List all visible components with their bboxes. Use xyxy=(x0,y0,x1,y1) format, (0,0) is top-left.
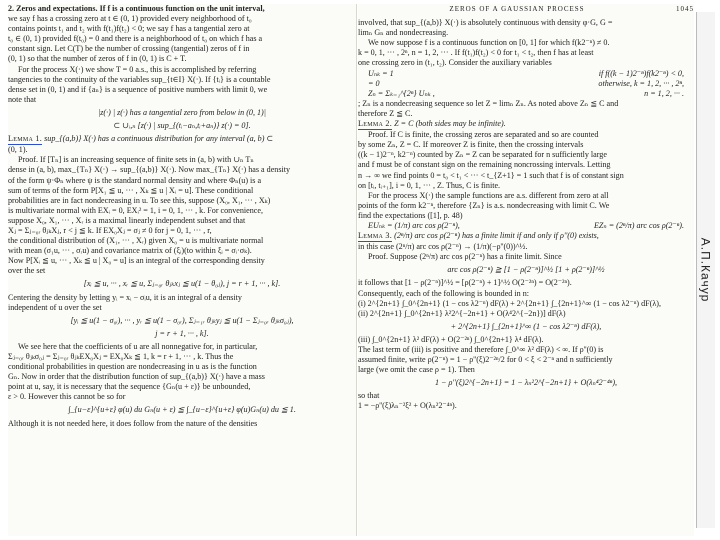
text-line xyxy=(358,231,694,242)
equation-part: n = 1, 2, ··· . xyxy=(644,88,684,98)
text-line: over the set xyxy=(8,266,46,276)
left-page-text xyxy=(8,4,356,429)
text-line: the conditional distribution of (X₁, ··· , Xᵣ) given X₀ = u is multivariate normal xyxy=(8,236,264,246)
text-line: For the process X(·) we show T = 0 a.s., this is accomplished by referring xyxy=(18,64,257,74)
text-line: For the process X(·) the sample functions are a.s. different from zero at all xyxy=(368,190,609,200)
text-line: in this case (2ⁿ/π) arc cos ρ(2⁻ⁿ) → (1/π)(−ρ''(0))^½. xyxy=(358,242,528,252)
text-line: ε > 0. However this cannot be so for xyxy=(8,392,126,402)
text-line: Centering the density by letting yᵢ = xᵢ − σᵢu, it is an integral of a density xyxy=(8,292,242,302)
text-line: large (we omit the case ρ = 1). Then xyxy=(358,365,475,375)
text-line: conditional probabilities in question are nondecreasing in u as is the function xyxy=(8,362,257,372)
text-line: find the expectations ([1], p. 48) xyxy=(358,210,463,220)
running-head xyxy=(358,4,694,14)
text-line: Xⱼ = Σⱼ₌₀ᵣ θⱼₖXⱼ, r < j ≦ k. If EX₀Xⱼ = σⱼ ≠ 0 for j = 0, 1, ··· , r, xyxy=(8,225,212,235)
text-line: (0, 1) so that the number of zeros of f in (0, 1) is C + T. xyxy=(8,54,187,64)
text-line: Consequently, each of the following is bounded in n: xyxy=(358,288,529,298)
equation-part: Zₙ = Σₖ₌₁^{2ⁿ} Uₙₖ , xyxy=(368,88,435,98)
text-line: constant sign. Let C(T) be the number of crossing (tangential) zeros of f in xyxy=(8,44,250,54)
equation-part: = 0 xyxy=(368,78,380,88)
text-line: and f must be of constant sign on the remaining noncrossing intervals. Letting xyxy=(358,160,611,170)
right-page-text xyxy=(358,18,694,411)
text-line: 1 − ρ''(ξ)2^{−2n+1} = 1 − λₙ²2^{−2n+1} + O(λₙ⁴2⁻⁴ⁿ), xyxy=(434,378,618,388)
text-line: Now P[Xᵢ ≦ u, ··· , Xₖ ≦ u | X₀ = u] is an integral of the corresponding density xyxy=(8,256,265,266)
text-line: assumed finite, write ρ(2⁻ⁿ) = 1 − ρ''(ξ)2⁻²ⁿ/2 for 0 < ξ < 2⁻ⁿ and n sufficiently xyxy=(358,355,613,365)
text-line: [xᵢ ≦ u, ··· , xᵣ ≦ u, Σⱼ₌₀ᵣ θⱼₖxⱼ ≦ u(1 − θ₀ⱼ), j = r + 1, ··· , k]. xyxy=(83,279,281,289)
text-line: n → ∞ we find points 0 = t₀ < t₁ < ··· < t_{Z+1} = 1 such that f is of constant sign xyxy=(358,170,624,180)
text-line xyxy=(8,134,356,145)
text-line xyxy=(358,221,694,231)
lemma-statement: sup_{(a,b)} X(·) has a continuous distribution for any interval (a, b) ⊂ xyxy=(42,134,274,144)
text-line: with mean (σ₁u, ··· , σᵣu) and covariance matrix of (ξᵢ)(to within ξᵢ = σᵢ·σₖ). xyxy=(8,246,252,256)
text-line: ((k − 1)2⁻ⁿ, k2⁻ⁿ) counted by Zₙ = Z can be separated for n sufficiently large xyxy=(358,150,607,160)
text-line: t₀ ∈ (0, 1) provided f(t₀) = 0 and there is a neighborhood of t₀ on which f has a xyxy=(8,34,263,44)
text-line: point at u, say, it is necessary that the sequence {Gₙ(u + ε)} be unbounded, xyxy=(8,382,251,392)
text-line: [yᵢ ≦ u(1 − σ₀ᵢ), ··· , yᵣ ≦ u(1 − σ₀ᵣ), Σⱼ₌₁ᵣ θⱼₖyⱼ ≦ u(1 − Σⱼ₌₀ᵣ θⱼₖσ₀ⱼ), xyxy=(70,315,294,325)
text-line: therefore Z ≦ C. xyxy=(358,108,413,118)
equation-part: Uₙₖ = 1 xyxy=(368,68,394,78)
text-line: We see here that the coefficients of u are all nonnegative for, in particular, xyxy=(18,341,258,351)
text-line: on [tᵢ, tᵢ₊₁], i = 0, 1, ··· , Z. Thus, C is finite. xyxy=(358,180,501,190)
text-line: ∫_{u−ε}^{u+ε} φ(u) du Gₙ(u + ε) ≦ ∫_{u−ε}^{u+ε} φ(u)Gₙ(u) du ≦ 1. xyxy=(68,405,296,415)
text-line: independent of u over the set xyxy=(8,302,102,312)
text-line: 1 = −ρ''(ξ)λₙ⁻²ξ² + O(λₙ²2⁻⁴ⁿ). xyxy=(358,401,457,411)
running-head-title: ZEROS OF A GAUSSIAN PROCESS xyxy=(449,5,585,13)
text-line: tangencies to the continuity of the variables sup_{t∈I} X(·). If {tᵢ} is a countable xyxy=(8,74,271,84)
lemma-statement: (2ⁿ/π) arc cos ρ(2⁻ⁿ) has a finite limit if and only if ρ''(0) exists, xyxy=(392,231,599,241)
text-line xyxy=(358,69,694,79)
text-line: contains points t₁ and t₂ with f(t₁)f(t₂) < 0; we say f has a tangential zero at xyxy=(8,24,250,34)
text-line: one crossing zero in (t₁, t₂). Consider the auxiliary variables xyxy=(358,58,552,68)
text-line: of the form ψ·Φₙ where ψ is the standard normal density and where Φₙ(u) is a xyxy=(8,175,262,185)
text-line: suppose X₀, X₁, ··· , Xᵣ is a maximal linearly independent subset and that xyxy=(8,215,246,225)
lemma-statement: Z = C (both sides may be infinite). xyxy=(392,119,506,129)
lemma-label: Lemma 2. xyxy=(358,119,392,130)
text-line: Σⱼ₌₀ᵣ θⱼₖσ₀ⱼ = Σⱼ₌₀ᵣ θⱼₖEX₀Xⱼ = EX₀Xₖ ≦ 1, k = r + 1, ··· , k. Thus the xyxy=(8,352,234,361)
text-line: points of the form k2⁻ⁿ, therefore {Zₙ} is a.s. nondecreasing with limit C. We xyxy=(358,200,610,210)
text-line: note that xyxy=(8,94,37,104)
equation-part: EUₙₖ = (1/π) arc cos ρ(2⁻ⁿ), xyxy=(368,220,460,230)
text-line: (iii) ∫_0^{2n+1} λ² dF(λ) + O(2⁻²ⁿ) ∫_0^{2n+1} λ⁴ dF(λ). xyxy=(358,334,544,344)
text-line: Although it is not needed here, it does follow from the nature of the densities xyxy=(8,418,258,428)
text-line: dense in (a, b), max_{Tₙ} X(·) → sup_{(a,b)} X(·). Now max_{Tₙ} X(·) has a density xyxy=(8,165,291,175)
text-line: j = r + 1, ··· , k]. xyxy=(155,328,209,338)
text-line: + 2^{2n+1} ∫_{2n+1}^∞ (1 − cos λ2⁻ⁿ) dF(λ), xyxy=(450,321,602,331)
text-line xyxy=(358,119,694,130)
scanned-page-left xyxy=(8,4,357,536)
equation-part: if f((k − 1)2⁻ⁿ)f(k2⁻ⁿ) < 0, xyxy=(598,68,684,78)
text-line: is multivariate normal with EXᵢ = 0, EXᵢ² = 1, i = 0, 1, ··· , k. For convenience, xyxy=(8,205,264,215)
author-label-text: А.П.Качур xyxy=(698,237,712,303)
text-line: (0, 1). xyxy=(8,145,28,155)
text-line: it follows that [1 − ρ(2⁻ⁿ)]^½ = [ρ(2⁻ⁿ) + 1]^½ O(2⁻²ⁿ) = O(2⁻²ⁿ). xyxy=(358,278,572,288)
text-line: We now suppose f is a continuous function on [0, 1] for which f(k2⁻ⁿ) ≠ 0. xyxy=(368,38,610,48)
text-line: involved, that sup_{(a,b)} X(·) is absolutely continuous with density φ·G, G = xyxy=(358,18,613,28)
text-line: sum of terms of the form P[X₁ ≦ u, ··· , Xₖ ≦ u | Xᵢ = u]. These conditional xyxy=(8,185,254,195)
scanned-page-right xyxy=(358,4,694,536)
text-line: by some Zₙ, Z = C. If moreover Z is finite, then the crossing intervals xyxy=(358,140,584,150)
text-line: probabilities are in fact nondecreasing in u. To see this, suppose (X₀, X₁, ··· , Xₖ) xyxy=(8,195,271,205)
text-line: arc cos ρ(2⁻ⁿ) ≧ [1 − ρ(2⁻ⁿ)]^½ [1 + ρ(2⁻ⁿ)]^½ xyxy=(447,265,605,275)
text-line: The last term of (iii) is positive and therefore ∫_0^∞ λ² dF(λ) < ∞. If ρ''(0) is xyxy=(358,345,604,354)
text-line: ⊂ ∪ᵢ,ₙ [z(·) | sup_{(tᵢ−aₙ,tᵢ+aₙ)} z(·) = 0]. xyxy=(113,121,251,131)
text-line: ; Zₙ is a nondecreasing sequence so let Z = limₙ Zₙ. As noted above Zₙ ≦ C and xyxy=(358,98,619,108)
text-line: Proof. If [Tₙ] is an increasing sequence of finite sets in (a, b) with ∪ₙ Tₙ xyxy=(18,155,254,165)
equation-part: otherwise, k = 1, 2, ··· , 2ⁿ, xyxy=(598,78,684,88)
text-line: so that xyxy=(358,391,380,401)
lemma-label: Lemma 1. xyxy=(8,134,42,145)
equation-part: EZₙ = (2ⁿ/π) arc cos ρ(2⁻ⁿ). xyxy=(593,220,684,230)
text-line: 2. Zeros and expectations. If f is a continuous function on the unit interval, xyxy=(8,4,265,13)
text-line: (i) 2^{2n+1} ∫_0^{2n+1} (1 − cos λ2⁻ⁿ) dF(λ) + 2^{2n+1} ∫_{2n+1}^∞ (1 − cos λ2⁻ⁿ) dF(λ), xyxy=(358,298,662,308)
text-line xyxy=(358,89,694,99)
text-line: Gₙ. Now in order that the distribution function of sup_{(a,b)} X(·) have a mass xyxy=(8,372,265,382)
text-line: (ii) 2^{2n+1} ∫_0^{2n+1} λ²2^{−2n+1} + O(λ⁴2^{−2n})] dF(λ) xyxy=(358,308,566,318)
author-label xyxy=(696,12,714,528)
text-line: we say f has a crossing zero at t ∈ (0, 1) provided every neighborhood of t₀ xyxy=(8,14,252,24)
page-number: 1045 xyxy=(676,5,694,13)
text-line xyxy=(358,79,694,89)
text-line: k = 0, 1, ··· , 2ⁿ, n = 1, 2, ··· . If f(t₁)f(t₂) < 0 for t₁ < t₂, then f has at least xyxy=(358,48,594,58)
text-line: limₙ Gₙ and nondecreasing. xyxy=(358,28,449,38)
text-line: Proof. Suppose (2ⁿ/π) arc cos ρ(2⁻ⁿ) has a finite limit. Since xyxy=(368,252,562,262)
text-line: |z(·) | z(·) has a tangential zero from below in (0, 1)| xyxy=(98,107,266,117)
text-line: Proof. If C is finite, the crossing zeros are separated and so are counted xyxy=(368,130,599,140)
lemma-label: Lemma 3. xyxy=(358,231,392,242)
text-line: dense set in (0, 1) and if {aₙ} is a sequence of positive numbers with limit 0, we xyxy=(8,84,268,94)
